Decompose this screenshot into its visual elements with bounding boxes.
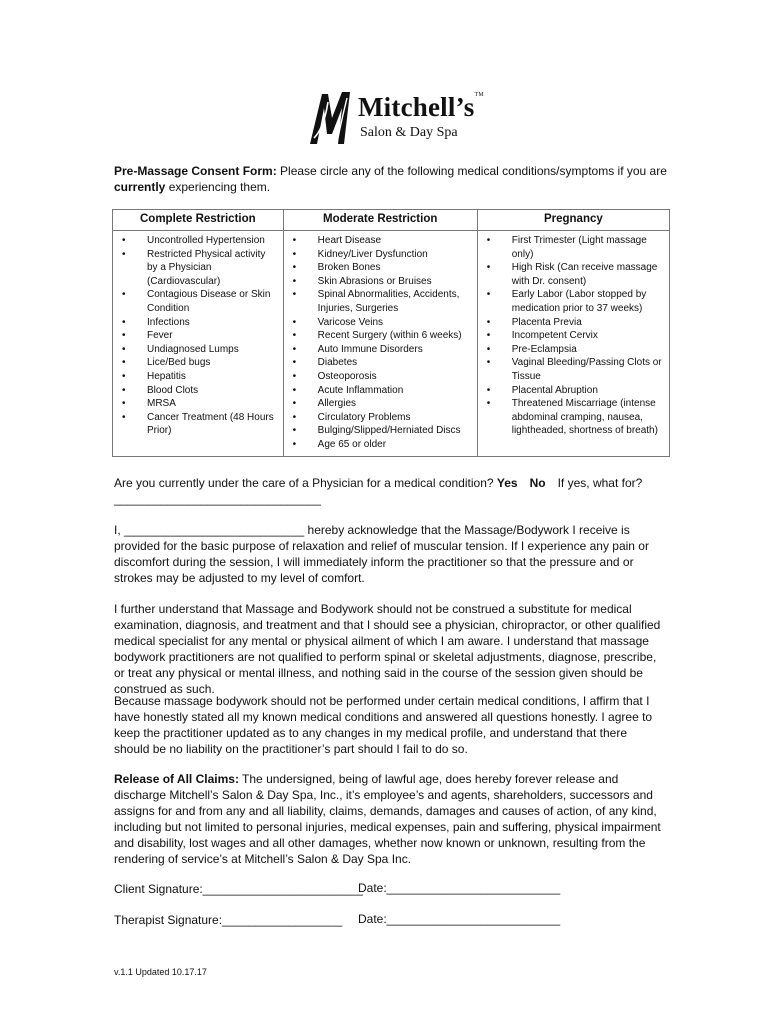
acknowledgement-paragraph: I, ___________________________ hereby acknowledge that the Massage/Bodywork I receive is provided for the basic purpose of relaxation and relief of muscular tension. If I experience any pain or discomfort during the session, I will immediately inform the practitioner so that the pressure and or strokes may be adjusted to my level of comfort. — [114, 523, 649, 585]
list-item[interactable]: • Early Labor (Labor stopped by medication prior to 37 weeks) — [478, 288, 665, 315]
complete-restriction-cell — [113, 231, 284, 457]
list-item[interactable]: • Placental Abruption — [478, 384, 665, 398]
list-item[interactable]: • Acute Inflammation — [284, 384, 473, 398]
list-item[interactable]: • Cancer Treatment (48 Hours Prior) — [113, 411, 279, 438]
pregnancy-list — [478, 234, 665, 438]
release-body: The undersigned, being of lawful age, does hereby forever release and discharge Mitchell’s Salon & Day Spa, Inc., it’s employee’s and agents, shareholders, successors and assigns for and from any and all liability, claims, demands, damages and causes of action, of any kind, including but not limited to personal injuries, medical expenses, pain and suffering, physical impairment and disability, lost wages and all other damages, whether now known or unknown, resulting from the rendering of service’s at Mitchell’s Salon & Day Spa Inc. — [114, 772, 661, 866]
list-item[interactable]: • Threatened Miscarriage (intense abdominal cramping, nausea, lightheaded, shortness of breath) — [478, 397, 665, 438]
physician-question-text: Are you currently under the care of a Physician for a medical condition? — [114, 476, 494, 490]
company-logo — [308, 88, 484, 150]
list-item[interactable]: • Uncontrolled Hypertension — [113, 234, 279, 248]
list-item[interactable]: • Skin Abrasions or Bruises — [284, 275, 473, 289]
understanding-paragraph: I further understand that Massage and Bodywork should not be construed a substitute for medical examination, diagnosis, and treatment and that I should see a physician, chiropractor, or other qualified medical specialist for any mental or physical ailment of which I am aware. I understand that massage bodywork practitioners are not qualified to perform spinal or skeletal adjustments, diagnose, prescribe, or treat any physical or mental illness, and nothing said in the course of the session given should be construed as such. — [114, 602, 661, 696]
mitchells-logo-mark-icon — [308, 88, 354, 146]
list-item[interactable]: • Vaginal Bleeding/Passing Clots or Tissue — [478, 356, 665, 383]
list-item[interactable]: • Undiagnosed Lumps — [113, 343, 279, 357]
physician-reason-field[interactable]: _______________________________ — [114, 492, 321, 506]
moderate-restriction-cell — [283, 231, 477, 457]
pregnancy-cell — [477, 231, 669, 457]
list-item[interactable]: • Kidney/Liver Dysfunction — [284, 248, 473, 262]
logo-name: Mitchell’s™ — [358, 92, 484, 122]
list-item[interactable]: • Auto Immune Disorders — [284, 343, 473, 357]
list-item[interactable]: • Osteoporosis — [284, 370, 473, 384]
answer-yes[interactable]: Yes — [496, 476, 518, 490]
header-pregnancy: Pregnancy — [477, 210, 669, 231]
list-item[interactable]: • Placenta Previa — [478, 316, 665, 330]
intro-text: Please circle any of the following medical conditions/symptoms if you are — [276, 164, 667, 178]
therapist-signature-field[interactable]: Therapist Signature:__________________ — [114, 913, 343, 927]
list-item[interactable]: • Contagious Disease or Skin Condition — [113, 288, 279, 315]
list-item[interactable]: • Hepatitis — [113, 370, 279, 384]
conditions-table — [112, 209, 670, 457]
list-item[interactable]: • Spinal Abnormalities, Accidents, Injuries, Surgeries — [284, 288, 473, 315]
list-item[interactable]: • Infections — [113, 316, 279, 330]
version-footer: v.1.1 Updated 10.17.17 — [114, 967, 207, 977]
physician-question — [114, 475, 664, 491]
list-item[interactable]: • Recent Surgery (within 6 weeks) — [284, 329, 473, 343]
client-date-field[interactable]: Date:__________________________ — [358, 881, 561, 895]
list-item[interactable]: • Allergies — [284, 397, 473, 411]
list-item[interactable]: • Heart Disease — [284, 234, 473, 248]
list-item[interactable]: • MRSA — [113, 397, 279, 411]
form-intro — [114, 163, 674, 195]
form-title: Pre-Massage Consent Form: — [114, 164, 277, 178]
list-item[interactable]: • Diabetes — [284, 356, 473, 370]
list-item[interactable]: • Blood Clots — [113, 384, 279, 398]
logo-subtitle: Salon & Day Spa — [360, 125, 458, 140]
complete-restriction-list — [113, 234, 279, 438]
list-item[interactable]: • First Trimester (Light massage only) — [478, 234, 665, 261]
answer-no[interactable]: No — [529, 476, 546, 490]
list-item[interactable]: • Broken Bones — [284, 261, 473, 275]
client-signature-field[interactable]: Client Signature:________________________ — [114, 882, 363, 896]
list-item[interactable]: • Fever — [113, 329, 279, 343]
table-header-row — [113, 210, 670, 231]
list-item[interactable]: • Restricted Physical activity by a Physician (Cardiovascular) — [113, 248, 279, 289]
table-body-row — [113, 231, 670, 457]
list-item[interactable]: • Incompetent Cervix — [478, 329, 665, 343]
release-title: Release of All Claims: — [114, 772, 239, 786]
list-item[interactable]: • Varicose Veins — [284, 316, 473, 330]
intro-bold-word: currently — [114, 180, 166, 194]
list-item[interactable]: • High Risk (Can receive massage with Dr. consent) — [478, 261, 665, 288]
release-paragraph — [114, 771, 664, 867]
list-item[interactable]: • Age 65 or older — [284, 438, 473, 452]
moderate-restriction-list — [284, 234, 473, 452]
list-item[interactable]: • Lice/Bed bugs — [113, 356, 279, 370]
intro-text-end: experiencing them. — [165, 180, 271, 194]
header-complete-restriction: Complete Restriction — [113, 210, 284, 231]
affirmation-paragraph: Because massage bodywork should not be performed under certain medical conditions, I affirm that I have honestly stated all my known medical conditions and answered all questions honestly. I agree to keep the practitioner updated as to any changes in my medical profile, and understand that there should be no liability on the practitioner’s part should I fail to do so. — [114, 694, 653, 756]
list-item[interactable]: • Circulatory Problems — [284, 411, 473, 425]
list-item[interactable]: • Pre-Eclampsia — [478, 343, 665, 357]
therapist-date-field[interactable]: Date:__________________________ — [358, 912, 561, 926]
followup-label: If yes, what for? — [557, 476, 643, 490]
list-item[interactable]: • Bulging/Slipped/Herniated Discs — [284, 424, 473, 438]
header-moderate-restriction: Moderate Restriction — [283, 210, 477, 231]
